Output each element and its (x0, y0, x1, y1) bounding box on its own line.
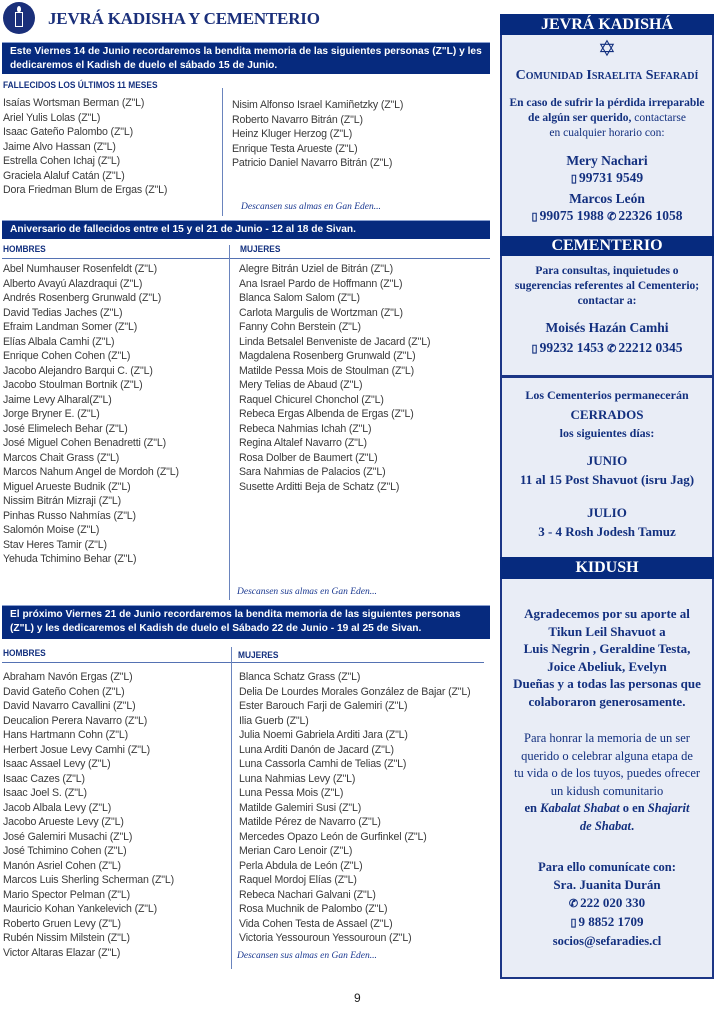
list-item: José Galemiri Musachi (Z"L) (3, 830, 133, 843)
jevra-text (502, 96, 712, 141)
text: Shajarit (647, 801, 690, 815)
cementerio-text (502, 264, 712, 309)
text-line: En caso de sufrir la pérdida irreparable (509, 97, 705, 109)
list-item: Stav Heres Tamir (Z"L) (3, 538, 107, 551)
list-item: Delia De Lourdes Morales González de Bajar (Z"L) (239, 685, 471, 698)
list-item: Rebeca Ergas Albenda de Ergas (Z"L) (239, 408, 414, 420)
list-item: Enrique Cohen Cohen (Z"L) (3, 350, 131, 362)
kidush-offer (502, 730, 712, 835)
list-item: Ariel Yulis Lolas (Z"L) (3, 111, 101, 124)
text-line: sugerencias referentes al Cementerio; (514, 280, 700, 292)
closing-text: Descansen sus almas en Gan Eden... (241, 202, 381, 212)
mobile-number: 99731 9549 (578, 170, 644, 185)
org-name: Comunidad Israelita Sefaradí (515, 68, 699, 83)
text-line: Para honrar la memoria de un ser (524, 731, 690, 745)
kidush-contact (502, 858, 712, 950)
list-item: Raquel Chicurel Chonchol (Z"L) (239, 393, 384, 406)
list-item: Vida Cohen Testa de Assael (Z"L) (239, 917, 393, 930)
text-line: tu vida o de los tuyos, puedes ofrecer (513, 766, 701, 780)
text-line: Tikun Leil Shavuot a (548, 623, 666, 639)
divider (229, 245, 230, 600)
list-item: Isaac Gateño Palombo (Z"L) (3, 126, 133, 138)
text-line: contactarse (631, 112, 686, 124)
text-line: colaboraron generosamente. (528, 693, 686, 709)
kidush-header: KIDUSH (500, 557, 714, 579)
list-item: José Elimelech Behar (Z"L) (3, 422, 128, 435)
list-item: Ana Israel Pardo de Hoffmann (Z"L) (239, 277, 403, 290)
section1-right-list (232, 98, 403, 171)
text-line: en cualquier horario con: (549, 127, 665, 139)
phone-icon: ✆ (568, 898, 579, 910)
list-item: Merian Caro Lenoir (Z"L) (239, 845, 353, 857)
closing-text: Descansen sus almas en Gan Eden... (237, 587, 377, 597)
list-item: Marcos Nahum Angel de Mordoh (Z"L) (3, 466, 179, 478)
list-item: Jorge Bryner E. (Z"L) (3, 408, 100, 420)
men-label: HOMBRES (3, 648, 46, 659)
list-item: Deucalion Perera Navarro (Z"L) (3, 714, 148, 727)
list-item: Andrés Rosenberg Grunwald (Z"L) (3, 292, 162, 304)
mobile-number: 99075 1988 (539, 208, 604, 223)
mobile-number: 9 8852 1709 (578, 914, 644, 929)
contact-marcos (502, 190, 712, 226)
list-item: Isaías Wortsman Berman (Z"L) (3, 97, 145, 109)
section3-men-list (3, 670, 174, 960)
women-label: MUJERES (240, 244, 281, 255)
list-item: Luna Arditi Danón de Jacard (Z"L) (239, 743, 394, 756)
phone-number: 22326 1058 (618, 208, 683, 223)
text-line: CERRADOS (570, 407, 644, 422)
contact-moises (502, 318, 712, 359)
sidebar-panel (500, 14, 714, 979)
list-item: Linda Betsalel Benveniste de Jacard (Z"L) (239, 335, 431, 348)
contact-name: Sra. Juanita Durán (553, 877, 661, 892)
list-item: Enrique Testa Arueste (Z"L) (232, 142, 358, 155)
text: de Shabat (579, 818, 631, 833)
list-item: Rebeca Nahmias Ichah (Z"L) (239, 422, 372, 435)
list-item: David Tedias Jaches (Z"L) (3, 306, 123, 319)
list-item: Abel Numhauser Rosenfeldt (Z"L) (3, 263, 157, 275)
list-item: Ester Barouch Farji de Galemiri (Z"L) (239, 700, 408, 712)
list-item: Isaac Assael Levy (Z"L) (3, 758, 111, 770)
list-item: Estrella Cohen Ichaj (Z"L) (3, 155, 121, 167)
list-item: Alegre Bitrán Uziel de Bitrán (Z"L) (239, 263, 393, 275)
text-line: los siguientes días: (559, 426, 655, 440)
list-item: Rubén Nissim Milstein (Z"L) (3, 932, 130, 944)
contact-name: Marcos León (569, 191, 645, 206)
text: Kabalat Shabat (540, 801, 620, 815)
closed-notice (502, 386, 712, 541)
mobile-phone-icon: ▯ (570, 917, 577, 929)
list-item: Nissim Bitrán Mizraji (Z"L) (3, 495, 122, 507)
section1-subtitle: FALLECIDOS LOS ÚLTIMOS 11 MESES (3, 80, 158, 91)
list-item: Jacobo Stoulman Bortnik (Z"L) (3, 379, 143, 391)
list-item: David Navarro Cavallini (Z"L) (3, 700, 136, 712)
list-item: Hans Hartmann Cohn (Z"L) (3, 729, 128, 741)
list-item: Magdalena Rosenberg Grunwald (Z"L) (239, 350, 416, 362)
contact-name: Mery Nachari (566, 153, 648, 168)
list-item: Carlota Margulis de Wortzman (Z"L) (239, 306, 403, 319)
list-item: Graciela Alaluf Catán (Z"L) (3, 169, 125, 182)
dates: 3 - 4 Rosh Jodesh Tamuz (538, 524, 676, 539)
women-label: MUJERES (238, 650, 279, 661)
list-item: Luna Pessa Mois (Z"L) (239, 787, 344, 799)
list-item: Rebeca Nachari Galvani (Z"L) (239, 888, 376, 901)
text-line: de algún ser querido, (528, 112, 632, 124)
text-line: querido o celebrar alguna etapa de (521, 748, 693, 763)
divider (2, 662, 484, 663)
list-item: Rosa Dolber de Baumert (Z"L) (239, 451, 378, 464)
star-of-david-icon: ✡ (597, 36, 617, 61)
contact-mery (502, 152, 712, 188)
divider (222, 88, 223, 216)
list-item: Alberto Avayú Alazdraqui (Z"L) (3, 277, 143, 290)
list-item: Victoria Yessouroun Yessouroun (Z"L) (239, 932, 412, 944)
list-item: Efraim Landman Somer (Z"L) (3, 321, 138, 333)
list-item: Jacobo Alejandro Barqui C. (Z"L) (3, 364, 153, 377)
list-item: José Tchimino Cohen (Z"L) (3, 845, 127, 857)
text-line: Joice Abeliuk, Evelyn (547, 658, 667, 674)
list-item: Manón Asriel Cohen (Z"L) (3, 859, 121, 872)
list-item: Salomón Moise (Z"L) (3, 524, 100, 536)
list-item: Patricio Daniel Navarro Bitrán (Z"L) (232, 157, 393, 169)
phone-number: 222 020 330 (580, 895, 646, 910)
list-item: Susette Arditti Beja de Schatz (Z"L) (239, 480, 400, 493)
list-item: Ilia Guerb (Z"L) (239, 714, 309, 727)
phone-icon: ✆ (607, 211, 617, 223)
closing-text: Descansen sus almas en Gan Eden... (237, 951, 377, 961)
list-item: Fanny Cohn Berstein (Z"L) (239, 321, 361, 333)
list-item: Matilde Pessa Mois de Stoulman (Z"L) (239, 364, 414, 377)
section1-left-list (3, 96, 167, 198)
list-item: Yehuda Tchimino Behar (Z"L) (3, 553, 137, 565)
list-item: Luna Nahmias Levy (Z"L) (239, 772, 356, 785)
list-item: Miguel Arueste Budnik (Z"L) (3, 480, 131, 493)
phone-icon: ✆ (607, 343, 617, 355)
cementerio-header: CEMENTERIO (500, 236, 714, 256)
list-item: Mercedes Opazo León de Gurfinkel (Z"L) (239, 830, 427, 843)
list-item: Matilde Galemiri Susi (Z"L) (239, 801, 362, 814)
list-item: Abraham Navón Ergas (Z"L) (3, 671, 133, 683)
banner-line: (Z"L) y les dedicaremos el Kadish de duelo el Sábado 22 de Junio - 19 al 25 de Sivan. (10, 623, 422, 634)
kidush-thanks (502, 605, 712, 710)
list-item: Blanca Schatz Grass (Z"L) (239, 671, 361, 683)
list-item: Jacobo Arueste Levy (Z"L) (3, 816, 124, 828)
contact-name: Moisés Hazán Camhi (545, 320, 669, 335)
divider (231, 647, 232, 969)
list-item: Jaime Levy Alharal(Z"L) (3, 393, 112, 406)
list-item: Mauricio Kohan Yankelevich (Z"L) (3, 903, 158, 915)
list-item: Julia Noemi Gabriela Arditi Jara (Z"L) (239, 729, 408, 741)
list-item: Marcos Luis Sherling Scherman (Z"L) (3, 874, 175, 886)
text-line: Dueñas y a todas las personas que (513, 676, 701, 691)
list-item: Dora Friedman Blum de Ergas (Z"L) (3, 184, 168, 196)
jevra-header: JEVRÁ KADISHÁ (500, 14, 714, 35)
list-item: Herbert Josue Levy Camhi (Z"L) (3, 743, 151, 756)
list-item: Matilde Pérez de Navarro (Z"L) (239, 816, 381, 828)
text: . (630, 818, 635, 833)
list-item: Roberto Navarro Bitrán (Z"L) (232, 113, 363, 126)
divider (2, 258, 490, 259)
section3-banner (2, 605, 490, 639)
list-item: Luna Cassorla Camhi de Telias (Z"L) (239, 758, 407, 770)
mobile-number: 99232 1453 (539, 340, 604, 355)
phone-number: 22212 0345 (618, 340, 683, 355)
list-item: Heinz Kluger Herzog (Z"L) (232, 128, 353, 140)
page-title: JEVRÁ KADISHA Y CEMENTERIO (48, 9, 320, 28)
list-item: Blanca Salom Salom (Z"L) (239, 292, 360, 304)
men-label: HOMBRES (3, 244, 46, 255)
list-item: Jaime Alvo Hassan (Z"L) (3, 140, 116, 153)
list-item: Isaac Cazes (Z"L) (3, 772, 85, 785)
section2-banner: Aniversario de fallecidos entre el 15 y el 21 de Junio - 12 al 18 de Sivan. (2, 220, 490, 239)
section2-women-list (239, 262, 430, 494)
text-line: Para ello comunícate con: (538, 860, 676, 874)
text-line: un kidush comunitario (550, 783, 664, 798)
mobile-phone-icon: ▯ (531, 343, 538, 355)
text-line: Luis Negrin , Geraldine Testa, (523, 641, 691, 656)
candle-icon (3, 2, 35, 34)
section3-women-list (239, 670, 471, 946)
list-item: Victor Altaras Elazar (Z"L) (3, 946, 121, 959)
list-item: Elías Albala Camhi (Z"L) (3, 335, 115, 348)
dates: 11 al 15 Post Shavuot (isru Jag) (519, 472, 695, 487)
list-item: Jacob Albala Levy (Z"L) (3, 801, 112, 814)
section2-men-list (3, 262, 179, 567)
text: o en (619, 801, 648, 815)
text-line: contactar a: (577, 295, 637, 307)
section1-banner: Este Viernes 14 de Junio recordaremos la bendita memoria de las siguientes personas (Z"L) y les dedicaremos el Kadish de duelo el sábado 15 de Junio. (2, 42, 490, 74)
list-item: Mery Telias de Abaud (Z"L) (239, 379, 363, 391)
page-number: 9 (354, 991, 361, 1005)
text-line: Para consultas, inquietudes o (535, 265, 679, 277)
list-item: Raquel Mordoj Elías (Z"L) (239, 874, 357, 886)
list-item: Rosa Muchnik de Palombo (Z"L) (239, 903, 388, 915)
list-item: Pinhas Russo Nahmías (Z"L) (3, 509, 136, 522)
mobile-phone-icon: ▯ (570, 173, 577, 185)
list-item: Isaac Joel S. (Z"L) (3, 787, 87, 799)
month: JUNIO (586, 453, 628, 468)
email-link[interactable]: socios@sefaradies.cl (552, 934, 662, 948)
divider (500, 375, 714, 378)
banner-line: El próximo Viernes 21 de Junio recordaremos la bendita memoria de las siguientes personas (10, 609, 461, 620)
list-item: Mario Spector Pelman (Z"L) (3, 888, 131, 901)
list-item: Roberto Gruen Levy (Z"L) (3, 917, 121, 930)
list-item: Perla Abdula de León (Z"L) (239, 859, 363, 872)
list-item: Sara Nahmias de Palacios (Z"L) (239, 466, 386, 478)
text: en (524, 801, 541, 815)
text-line: Agradecemos por su aporte al (524, 606, 690, 621)
list-item: Regina Altalef Navarro (Z"L) (239, 437, 367, 449)
list-item: José Miguel Cohen Benadretti (Z"L) (3, 437, 166, 449)
list-item: Nisim Alfonso Israel Kamiñetzky (Z"L) (232, 99, 404, 111)
mobile-phone-icon: ▯ (531, 211, 538, 223)
list-item: David Gateño Cohen (Z"L) (3, 685, 125, 698)
list-item: Marcos Chait Grass (Z"L) (3, 451, 120, 464)
text-line: Los Cementerios permanecerán (525, 388, 689, 402)
month: JULIO (587, 505, 627, 520)
